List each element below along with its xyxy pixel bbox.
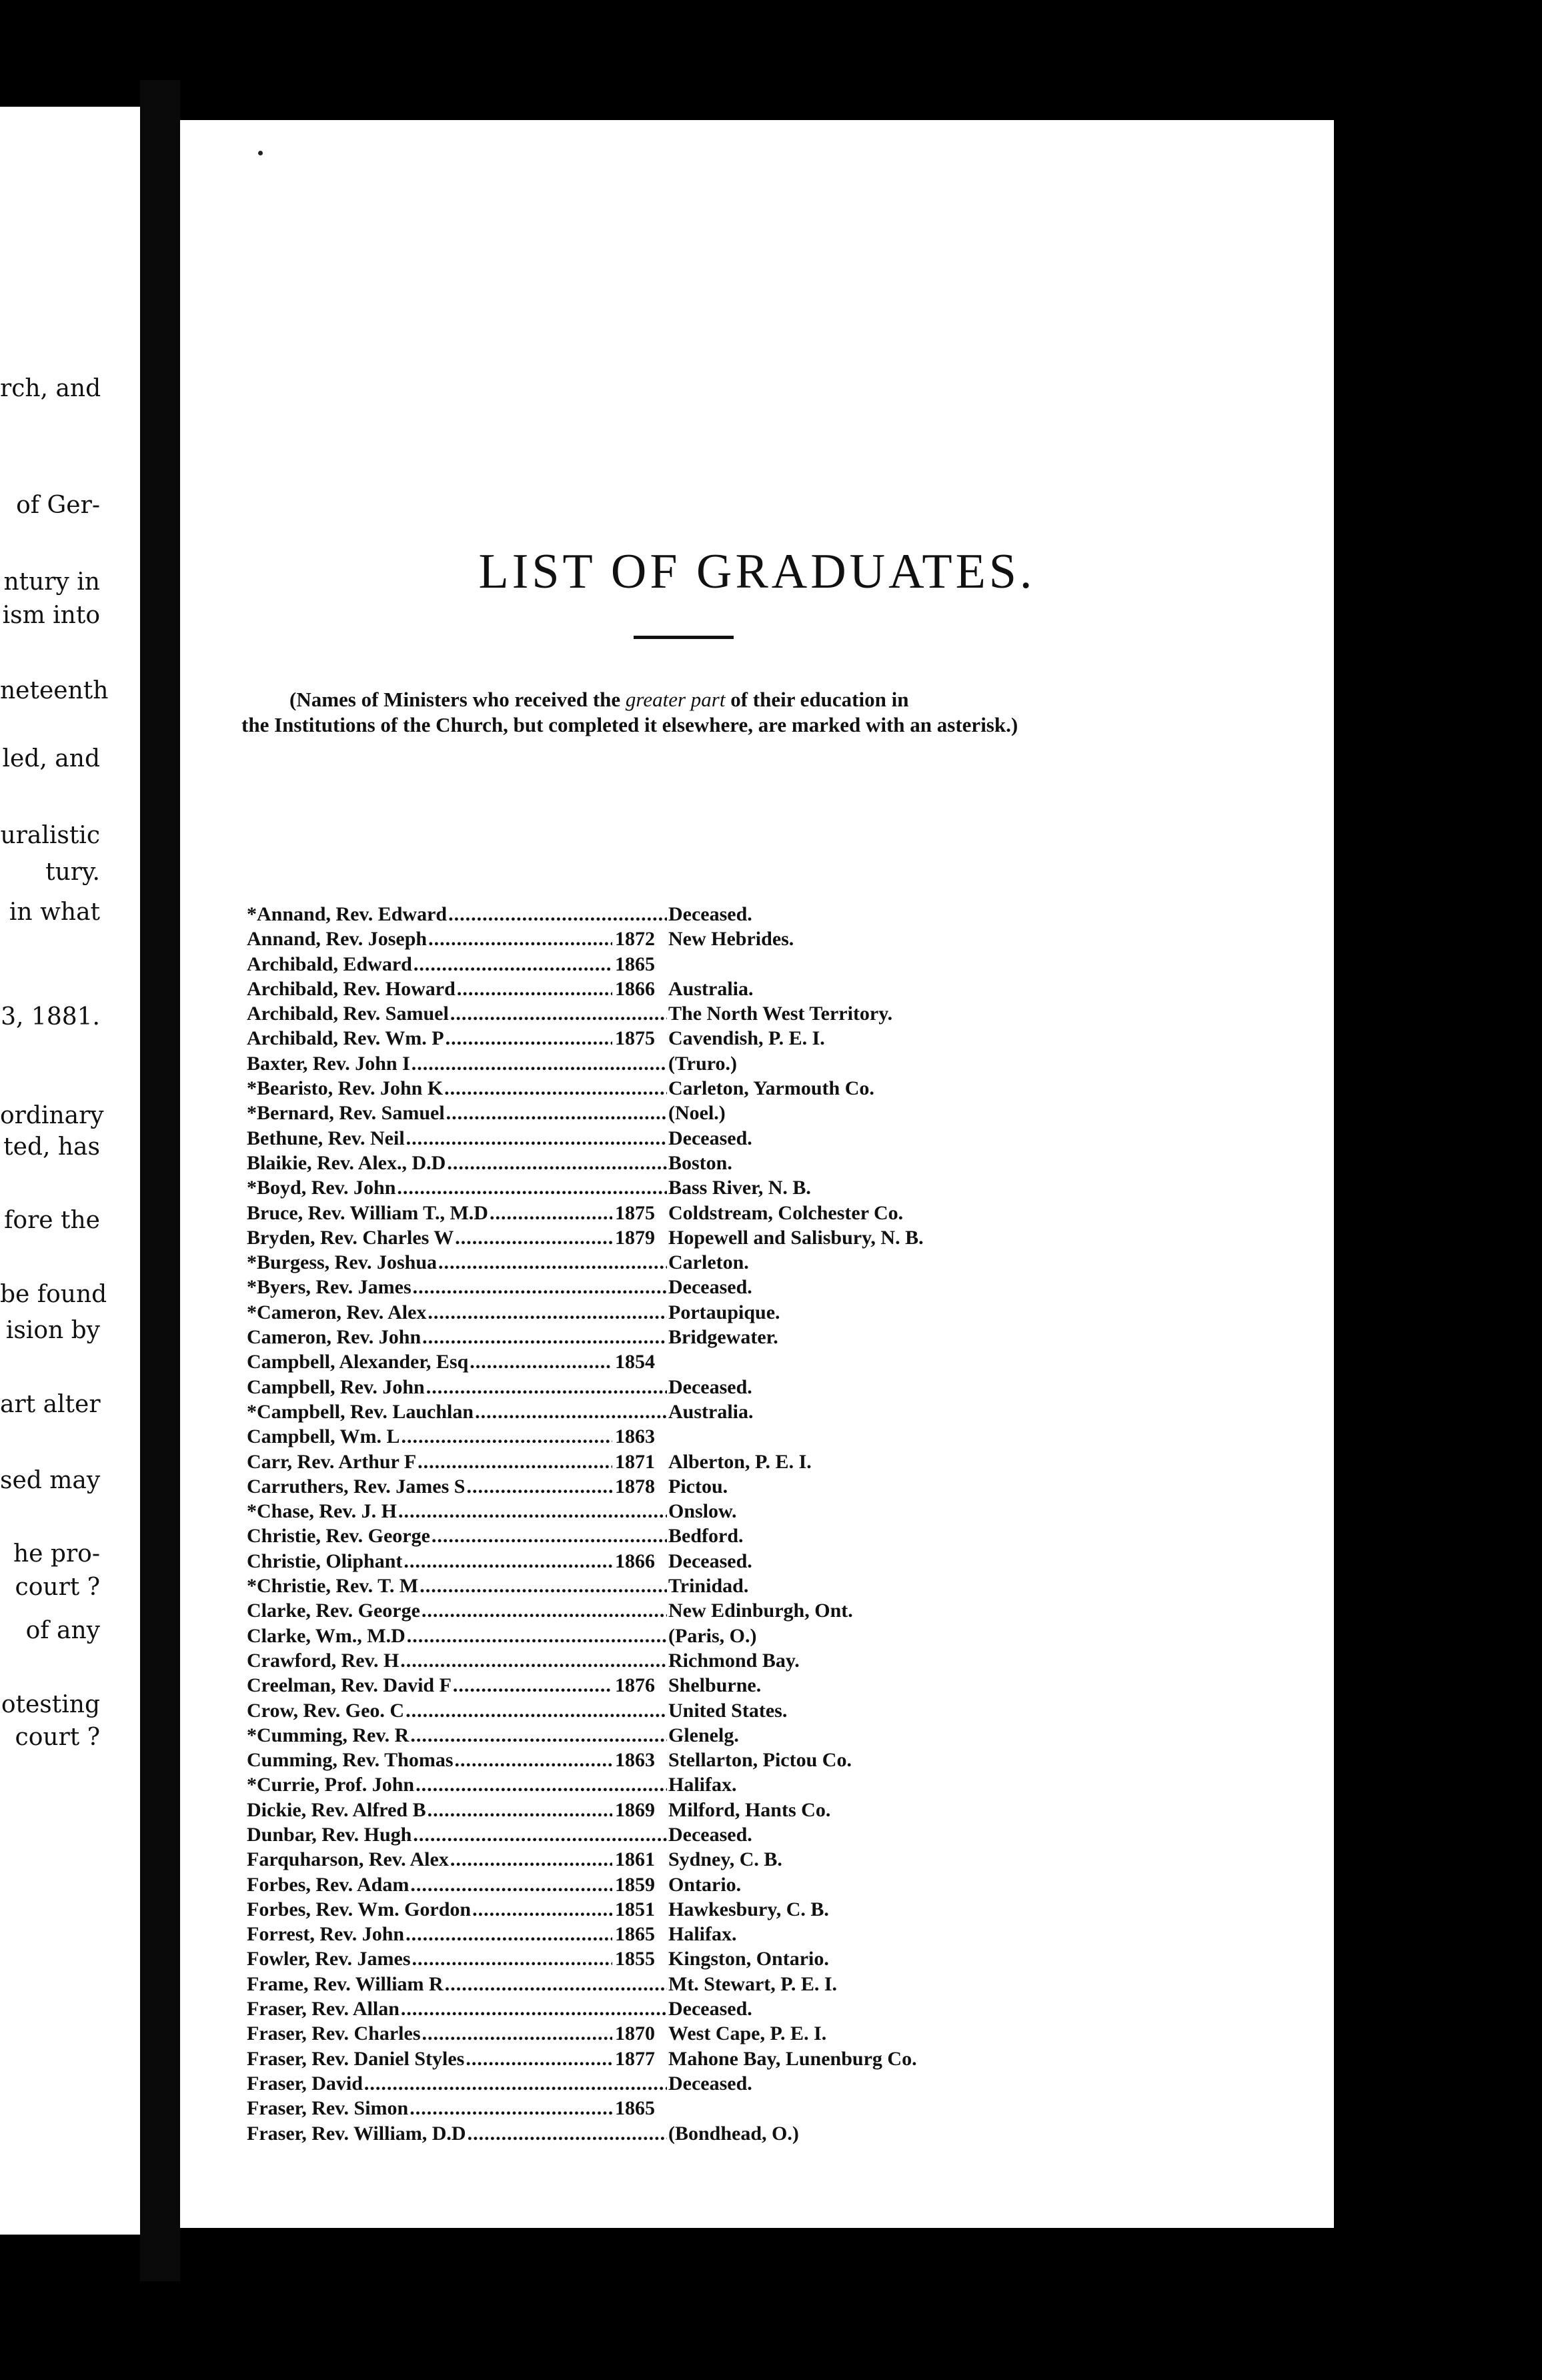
graduate-location: Mahone Bay, Lunenburg Co.	[668, 2047, 917, 2070]
graduate-name: *Bernard, Rev. Samuel .....	[247, 1102, 667, 1125]
graduation-year: 1878	[612, 1475, 695, 1498]
graduation-year: 1863	[612, 1749, 695, 1772]
graduate-entry	[247, 1972, 1167, 1996]
facing-page-line: ism into	[2, 602, 100, 629]
graduate-location: West Cape, P. E. I.	[668, 2022, 827, 2045]
graduate-entry	[247, 1325, 1167, 1349]
graduate-location: Halifax.	[668, 1774, 737, 1796]
intro-line1-after: of their education in	[725, 688, 909, 711]
graduate-name: Fowler, Rev. James .....	[247, 1948, 667, 1970]
graduate-entry	[247, 1001, 1167, 1026]
graduate-location: Kingston, Ontario.	[668, 1948, 829, 1970]
graduate-name: Archibald, Rev. Wm. P .....	[247, 1027, 667, 1050]
graduation-year: 1869	[612, 1799, 695, 1822]
graduate-entry	[247, 1723, 1167, 1748]
graduation-year: 1866	[612, 978, 695, 1001]
graduate-location: Deceased.	[668, 1276, 752, 1299]
facing-page-line: sed may	[0, 1467, 101, 1494]
graduate-entry	[247, 1574, 1167, 1598]
graduate-location: Carleton, Yarmouth Co.	[668, 1077, 874, 1100]
graduate-location: Trinidad.	[668, 1575, 749, 1598]
graduate-name: Fraser, Rev. William, D.D .....	[247, 2123, 667, 2145]
graduation-year: 1872	[612, 928, 695, 951]
graduate-location: Alberton, P. E. I.	[668, 1450, 812, 1473]
graduate-entry	[247, 1399, 1167, 1424]
graduation-year: 1851	[612, 1898, 695, 1921]
graduate-name: Clarke, Rev. George .....	[247, 1600, 667, 1622]
graduation-year: 1865	[612, 953, 675, 976]
graduate-location: Deceased.	[668, 2072, 752, 2095]
graduate-entry	[247, 1897, 1167, 1922]
graduates-page	[180, 120, 1334, 2228]
graduate-name: Campbell, Rev. John .....	[247, 1376, 667, 1399]
graduate-name: Bryden, Rev. Charles W .....	[247, 1227, 667, 1249]
graduate-location: Mt. Stewart, P. E. I.	[668, 1972, 838, 1995]
graduate-name: Bethune, Rev. Neil .....	[247, 1127, 667, 1150]
graduation-year: 1865	[612, 1923, 695, 1946]
graduation-year: 1876	[612, 1674, 695, 1697]
graduate-name: Dickie, Rev. Alfred B .....	[247, 1799, 667, 1822]
graduate-name: Cumming, Rev. Thomas .....	[247, 1749, 667, 1772]
graduate-entry	[247, 1474, 1167, 1499]
graduate-entry	[247, 977, 1167, 1001]
graduate-entry	[247, 1698, 1167, 1723]
graduate-location: Coldstream, Colchester Co.	[668, 1201, 904, 1224]
graduate-location: Portaupique.	[668, 1301, 780, 1323]
graduate-entry	[247, 2071, 1167, 2096]
graduation-year: 1877	[612, 2048, 695, 2070]
facing-page-line: fore the	[4, 1207, 100, 1234]
facing-page-line: led, and	[2, 745, 100, 772]
graduation-year: 1875	[612, 1202, 695, 1225]
graduate-location: Richmond Bay.	[668, 1649, 800, 1672]
graduate-name: *Campbell, Rev. Lauchlan .....	[247, 1401, 667, 1423]
graduate-entry	[247, 1051, 1167, 1076]
graduate-name: Forbes, Rev. Adam .....	[247, 1874, 667, 1896]
graduate-entry	[247, 1076, 1167, 1101]
intro-rest: the Institutions of the Church, but completed it elsewhere, are marked with an asterisk.)	[241, 713, 1018, 736]
graduate-name: Campbell, Wm. L .....	[247, 1425, 667, 1448]
facing-page-line: ntury in	[3, 568, 100, 596]
graduate-name: Christie, Oliphant .....	[247, 1550, 667, 1573]
facing-page-line: neteenth	[0, 677, 109, 704]
graduate-name: Archibald, Rev. Howard .....	[247, 978, 667, 1001]
facing-page-line: be found	[0, 1281, 107, 1308]
graduation-year: 1865	[612, 2097, 675, 2120]
graduate-name: *Byers, Rev. James .....	[247, 1276, 667, 1299]
graduate-name: *Christie, Rev. T. M .....	[247, 1575, 667, 1598]
graduate-name: Fraser, Rev. Simon .....	[247, 2097, 667, 2120]
graduation-year: 1861	[612, 1848, 695, 1871]
graduate-name: Campbell, Alexander, Esq .....	[247, 1351, 667, 1373]
graduate-location: New Edinburgh, Ont.	[668, 1600, 853, 1622]
graduate-entry	[247, 1847, 1167, 1872]
graduate-entry	[247, 952, 1167, 977]
graduate-name: *Currie, Prof. John .....	[247, 1774, 667, 1796]
graduate-name: *Burgess, Rev. Joshua .....	[247, 1251, 667, 1274]
graduate-name: *Chase, Rev. J. H .....	[247, 1500, 667, 1523]
graduate-entry	[247, 1424, 1167, 1449]
page-title: LIST OF GRADUATES.	[478, 544, 1036, 599]
intro-line1	[241, 687, 1115, 712]
graduate-entry	[247, 1250, 1167, 1275]
graduate-entry	[247, 1275, 1167, 1299]
graduate-location: Bass River, N. B.	[668, 1177, 811, 1199]
graduate-location: New Hebrides.	[668, 928, 794, 951]
facing-page-line: he pro-	[13, 1540, 100, 1568]
facing-page-line: tury.	[45, 858, 100, 886]
facing-page-line: of any	[25, 1617, 100, 1644]
graduation-year: 1875	[612, 1027, 695, 1050]
graduate-location: Halifax.	[668, 1923, 737, 1946]
graduate-entry	[247, 1598, 1167, 1623]
graduate-location: Sydney, C. B.	[668, 1848, 782, 1871]
graduate-location: Deceased.	[668, 903, 752, 925]
graduate-name: Fraser, Rev. Charles .....	[247, 2022, 667, 2045]
intro-emphasis: greater part	[625, 688, 726, 711]
graduate-location: Hawkesbury, C. B.	[668, 1898, 829, 1920]
graduate-entry	[247, 1648, 1167, 1673]
facing-page-line: ision by	[5, 1317, 100, 1344]
facing-page-line: rch, and	[0, 375, 101, 402]
facing-page-line: ordinary	[0, 1102, 104, 1129]
graduate-location: Bridgewater.	[668, 1326, 778, 1349]
graduate-entry	[247, 1151, 1167, 1175]
graduate-location: Deceased.	[668, 1823, 752, 1846]
graduate-name: Carruthers, Rev. James S .....	[247, 1475, 667, 1498]
graduate-entry	[247, 1375, 1167, 1399]
graduate-entry	[247, 1349, 1167, 1374]
facing-page-line: art alter	[0, 1391, 101, 1418]
graduate-entry	[247, 1524, 1167, 1548]
graduate-entry	[247, 1026, 1167, 1051]
graduate-name: Creelman, Rev. David F .....	[247, 1674, 667, 1697]
graduate-name: Bruce, Rev. William T., M.D .....	[247, 1202, 667, 1225]
graduate-entry	[247, 1449, 1167, 1474]
graduate-name: Christie, Rev. George .....	[247, 1525, 667, 1548]
graduate-name: Archibald, Edward .....	[247, 953, 667, 976]
graduate-entry	[247, 1772, 1167, 1797]
graduate-location: Pictou.	[668, 1475, 728, 1498]
graduate-entry	[247, 1300, 1167, 1325]
graduate-entry	[247, 1946, 1167, 1971]
graduate-name: *Annand, Rev. Edward .....	[247, 903, 667, 926]
facing-page-line: otesting	[1, 1691, 100, 1718]
graduate-location: Deceased.	[668, 1998, 752, 2020]
graduate-location: Deceased.	[668, 1127, 752, 1149]
graduation-year: 1854	[612, 1351, 675, 1373]
graduate-entry	[247, 1748, 1167, 1772]
intro-note	[241, 687, 1115, 738]
graduation-year: 1879	[612, 1227, 695, 1249]
graduate-name: *Cameron, Rev. Alex .....	[247, 1301, 667, 1324]
facing-page-line: court ?	[15, 1574, 100, 1601]
facing-page-line: court ?	[15, 1724, 100, 1751]
graduate-entry	[247, 1101, 1167, 1125]
graduate-name: Cameron, Rev. John .....	[247, 1326, 667, 1349]
graduation-year: 1859	[612, 1874, 695, 1896]
graduate-name: Crawford, Rev. H .....	[247, 1650, 667, 1672]
graduate-location: Carleton.	[668, 1251, 749, 1274]
graduate-name: Blaikie, Rev. Alex., D.D .....	[247, 1152, 667, 1175]
graduate-name: *Bearisto, Rev. John K .....	[247, 1077, 667, 1100]
facing-page-line: 3, 1881.	[1, 1003, 100, 1031]
graduate-entry	[247, 902, 1167, 927]
graduate-entry	[247, 2121, 1167, 2146]
graduate-name: Clarke, Wm., M.D .....	[247, 1625, 667, 1648]
graduate-location: Stellarton, Pictou Co.	[668, 1749, 852, 1772]
graduation-year: 1871	[612, 1451, 695, 1473]
graduate-entry	[247, 1872, 1167, 1897]
graduate-location: Bedford.	[668, 1525, 744, 1548]
graduate-entry	[247, 1822, 1167, 1847]
facing-page-line: uralistic	[0, 822, 100, 849]
graduate-name: Archibald, Rev. Samuel .....	[247, 1003, 667, 1025]
graduation-year: 1866	[612, 1550, 695, 1573]
graduate-location: The North West Territory.	[668, 1003, 893, 1025]
facing-page-fragment	[0, 107, 140, 2235]
graduate-location: (Noel.)	[668, 1102, 726, 1125]
facing-page-line: of Ger-	[16, 492, 100, 519]
graduate-name: Fraser, David .....	[247, 2072, 667, 2095]
facing-page-line: ted, has	[3, 1133, 100, 1161]
graduate-location: Boston.	[668, 1151, 732, 1174]
graduates-list	[247, 902, 1167, 2146]
graduate-location: Deceased.	[668, 1550, 752, 1572]
facing-page-line: in what	[9, 899, 100, 926]
graduation-year: 1863	[612, 1425, 675, 1448]
graduate-location: Deceased.	[668, 1375, 752, 1398]
page-gutter	[140, 80, 180, 2281]
graduate-location: Ontario.	[668, 1873, 742, 1896]
graduate-entry	[247, 2021, 1167, 2046]
graduation-year: 1855	[612, 1948, 695, 1970]
graduate-entry	[247, 1225, 1167, 1250]
graduate-name: Crow, Rev. Geo. C .....	[247, 1700, 667, 1722]
graduate-location: Hopewell and Salisbury, N. B.	[668, 1226, 924, 1249]
graduate-name: Baxter, Rev. John I .....	[247, 1053, 667, 1075]
graduate-entry	[247, 1996, 1167, 2021]
graduate-name: Farquharson, Rev. Alex .....	[247, 1848, 667, 1871]
graduate-entry	[247, 1499, 1167, 1524]
graduation-year: 1870	[612, 2022, 695, 2045]
graduate-name: *Cumming, Rev. R .....	[247, 1724, 667, 1747]
graduate-location: (Paris, O.)	[668, 1624, 757, 1647]
graduate-name: Frame, Rev. William R .....	[247, 1973, 667, 1996]
graduate-entry	[247, 1175, 1167, 1200]
graduate-entry	[247, 1673, 1167, 1698]
graduate-location: Glenelg.	[668, 1724, 739, 1746]
graduate-name: Fraser, Rev. Daniel Styles .....	[247, 2048, 667, 2070]
graduate-location: Cavendish, P. E. I.	[668, 1027, 825, 1050]
graduate-name: Annand, Rev. Joseph .....	[247, 928, 667, 951]
graduate-name: Forbes, Rev. Wm. Gordon .....	[247, 1898, 667, 1921]
graduate-entry	[247, 2096, 1167, 2121]
graduate-entry	[247, 2046, 1167, 2071]
graduate-entry	[247, 1201, 1167, 1225]
graduate-name: Carr, Rev. Arthur F .....	[247, 1451, 667, 1473]
graduate-entry	[247, 927, 1167, 951]
intro-line1-before: (Names of Ministers who received the	[289, 688, 626, 711]
graduate-entry	[247, 1126, 1167, 1151]
page-speck	[258, 151, 263, 155]
graduate-entry	[247, 1922, 1167, 1946]
graduate-location: Onslow.	[668, 1500, 737, 1523]
graduate-location: United States.	[668, 1699, 788, 1722]
graduate-name: Forrest, Rev. John .....	[247, 1923, 667, 1946]
graduate-location: Australia.	[668, 1400, 754, 1423]
graduate-location: (Bondhead, O.)	[668, 2122, 799, 2145]
graduate-location: Shelburne.	[668, 1674, 762, 1697]
graduate-entry	[247, 1549, 1167, 1574]
title-rule	[634, 636, 734, 639]
graduate-location: Australia.	[668, 977, 754, 1000]
graduate-name: Dunbar, Rev. Hugh .....	[247, 1824, 667, 1846]
graduate-entry	[247, 1798, 1167, 1822]
graduate-name: Fraser, Rev. Allan .....	[247, 1998, 667, 2020]
graduate-location: (Truro.)	[668, 1052, 738, 1075]
graduate-entry	[247, 1624, 1167, 1648]
graduate-name: *Boyd, Rev. John .....	[247, 1177, 667, 1199]
graduate-location: Milford, Hants Co.	[668, 1798, 831, 1821]
